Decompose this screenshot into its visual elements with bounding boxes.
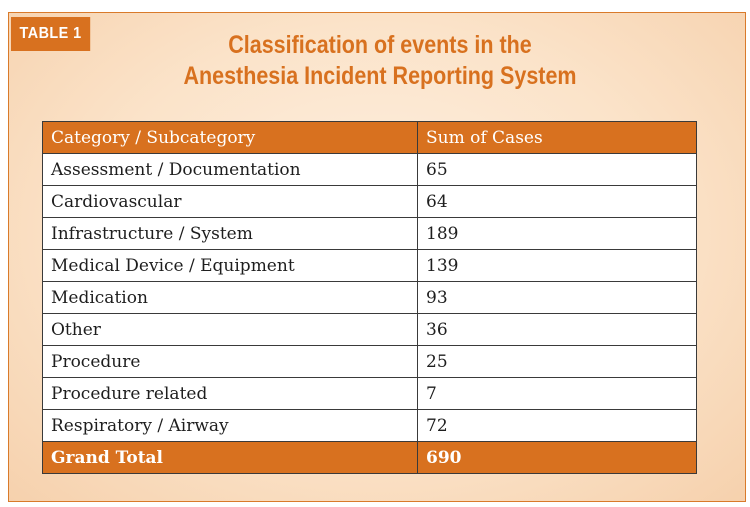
header-sum-of-cases: Sum of Cases: [418, 122, 697, 154]
row-cases: 36: [418, 314, 697, 346]
table-row: [43, 410, 697, 442]
grand-total-label: Grand Total: [43, 442, 418, 474]
table-title: [110, 30, 650, 92]
table-row: [43, 250, 697, 282]
table-row: [43, 282, 697, 314]
table-row: [43, 314, 697, 346]
table-number-tag: TABLE 1: [11, 17, 90, 51]
row-cases: 7: [418, 378, 697, 410]
row-category: Assessment / Documentation: [43, 154, 418, 186]
row-category: Medical Device / Equipment: [43, 250, 418, 282]
table-title-line-1: Classification of events in the: [228, 31, 532, 59]
row-category: Infrastructure / System: [43, 218, 418, 250]
table-row: [43, 186, 697, 218]
table-header-row: [43, 122, 697, 154]
classification-table: [42, 121, 697, 474]
row-category: Procedure related: [43, 378, 418, 410]
table-row: [43, 346, 697, 378]
row-category: Cardiovascular: [43, 186, 418, 218]
table-row: [43, 378, 697, 410]
row-cases: 64: [418, 186, 697, 218]
row-cases: 189: [418, 218, 697, 250]
table-row: [43, 218, 697, 250]
grand-total-value: 690: [418, 442, 697, 474]
table-row: [43, 154, 697, 186]
row-cases: 65: [418, 154, 697, 186]
header-category: Category / Subcategory: [43, 122, 418, 154]
row-category: Procedure: [43, 346, 418, 378]
row-category: Medication: [43, 282, 418, 314]
row-category: Other: [43, 314, 418, 346]
grand-total-row: [43, 442, 697, 474]
row-cases: 139: [418, 250, 697, 282]
row-cases: 93: [418, 282, 697, 314]
table-title-line-2: Anesthesia Incident Reporting System: [183, 62, 577, 90]
row-cases: 72: [418, 410, 697, 442]
row-category: Respiratory / Airway: [43, 410, 418, 442]
row-cases: 25: [418, 346, 697, 378]
